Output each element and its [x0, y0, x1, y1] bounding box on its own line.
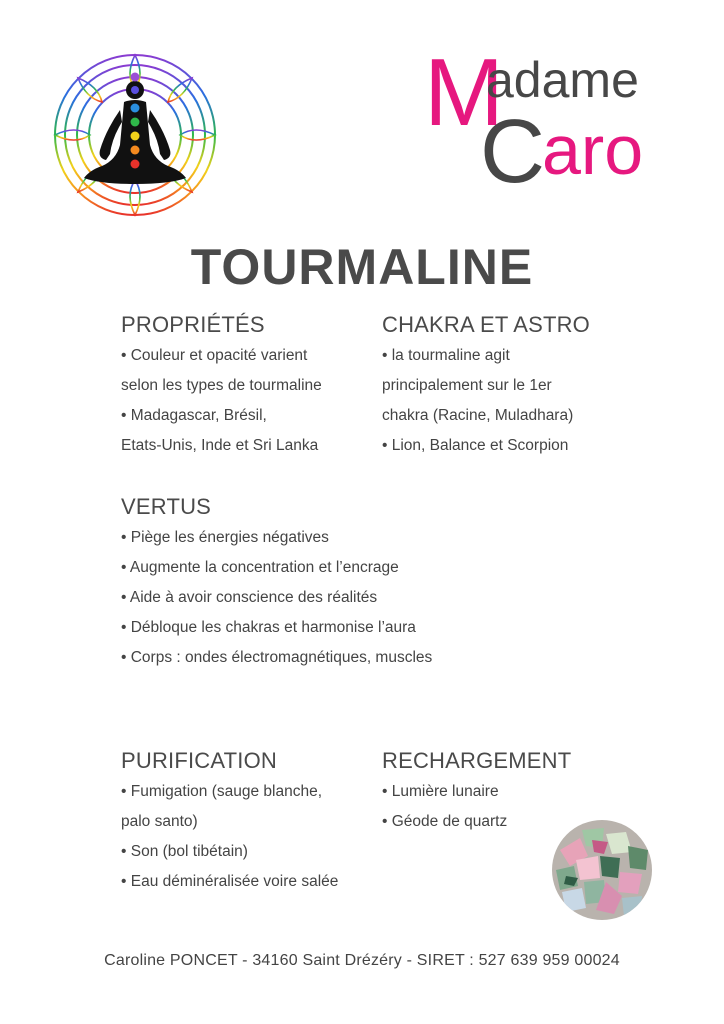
brand-word-top: adame	[486, 52, 639, 108]
chakra-list	[382, 341, 573, 461]
vertus-heading: VERTUS	[121, 494, 212, 519]
list-item: palo santo)	[121, 813, 198, 830]
list-item: • Lumière lunaire	[382, 783, 499, 800]
brand-logo	[420, 39, 700, 202]
list-item: • Augmente la concentration et l’encrage	[121, 559, 399, 576]
vertus-list	[121, 523, 432, 673]
proprietes-heading: PROPRIÉTÉS	[121, 312, 265, 337]
brand-letter-c: C	[480, 102, 545, 202]
footer-text: Caroline PONCET - 34160 Saint Drézéry - SIRET : 527 639 959 00024	[104, 952, 620, 969]
list-item: • la tourmaline agit	[382, 347, 510, 364]
tourmaline-stones-image	[552, 820, 652, 920]
list-item: • Piège les énergies négatives	[121, 529, 329, 546]
list-item: • Débloque les chakras et harmonise l’aura	[121, 619, 416, 636]
list-item: • Corps : ondes électromagnétiques, muscles	[121, 649, 433, 666]
list-item: • Eau déminéralisée voire salée	[121, 873, 339, 890]
proprietes-list	[121, 341, 322, 461]
chakra-heading: CHAKRA ET ASTRO	[382, 312, 590, 337]
list-item: • Madagascar, Brésil,	[121, 407, 267, 424]
purification-list	[121, 777, 338, 897]
list-item: • Géode de quartz	[382, 813, 508, 830]
rechargement-heading: RECHARGEMENT	[382, 748, 572, 773]
list-item: principalement sur le 1er	[382, 377, 552, 394]
list-item: Etats-Unis, Inde et Sri Lanka	[121, 437, 319, 454]
list-item: • Aide à avoir conscience des réalités	[121, 589, 378, 606]
brand-word-bottom: aro	[542, 111, 644, 189]
meditation-mandala-icon	[50, 50, 220, 220]
list-item: • Son (bol tibétain)	[121, 843, 248, 860]
list-item: chakra (Racine, Muladhara)	[382, 407, 574, 424]
rechargement-list	[382, 777, 507, 837]
list-item: • Couleur et opacité varient	[121, 347, 308, 364]
brand-letter-m: M	[424, 39, 502, 146]
list-item: • Fumigation (sauge blanche,	[121, 783, 323, 800]
purification-heading: PURIFICATION	[121, 748, 277, 773]
list-item: selon les types de tourmaline	[121, 377, 322, 394]
page-title: TOURMALINE	[190, 239, 534, 295]
list-item: • Lion, Balance et Scorpion	[382, 437, 569, 454]
